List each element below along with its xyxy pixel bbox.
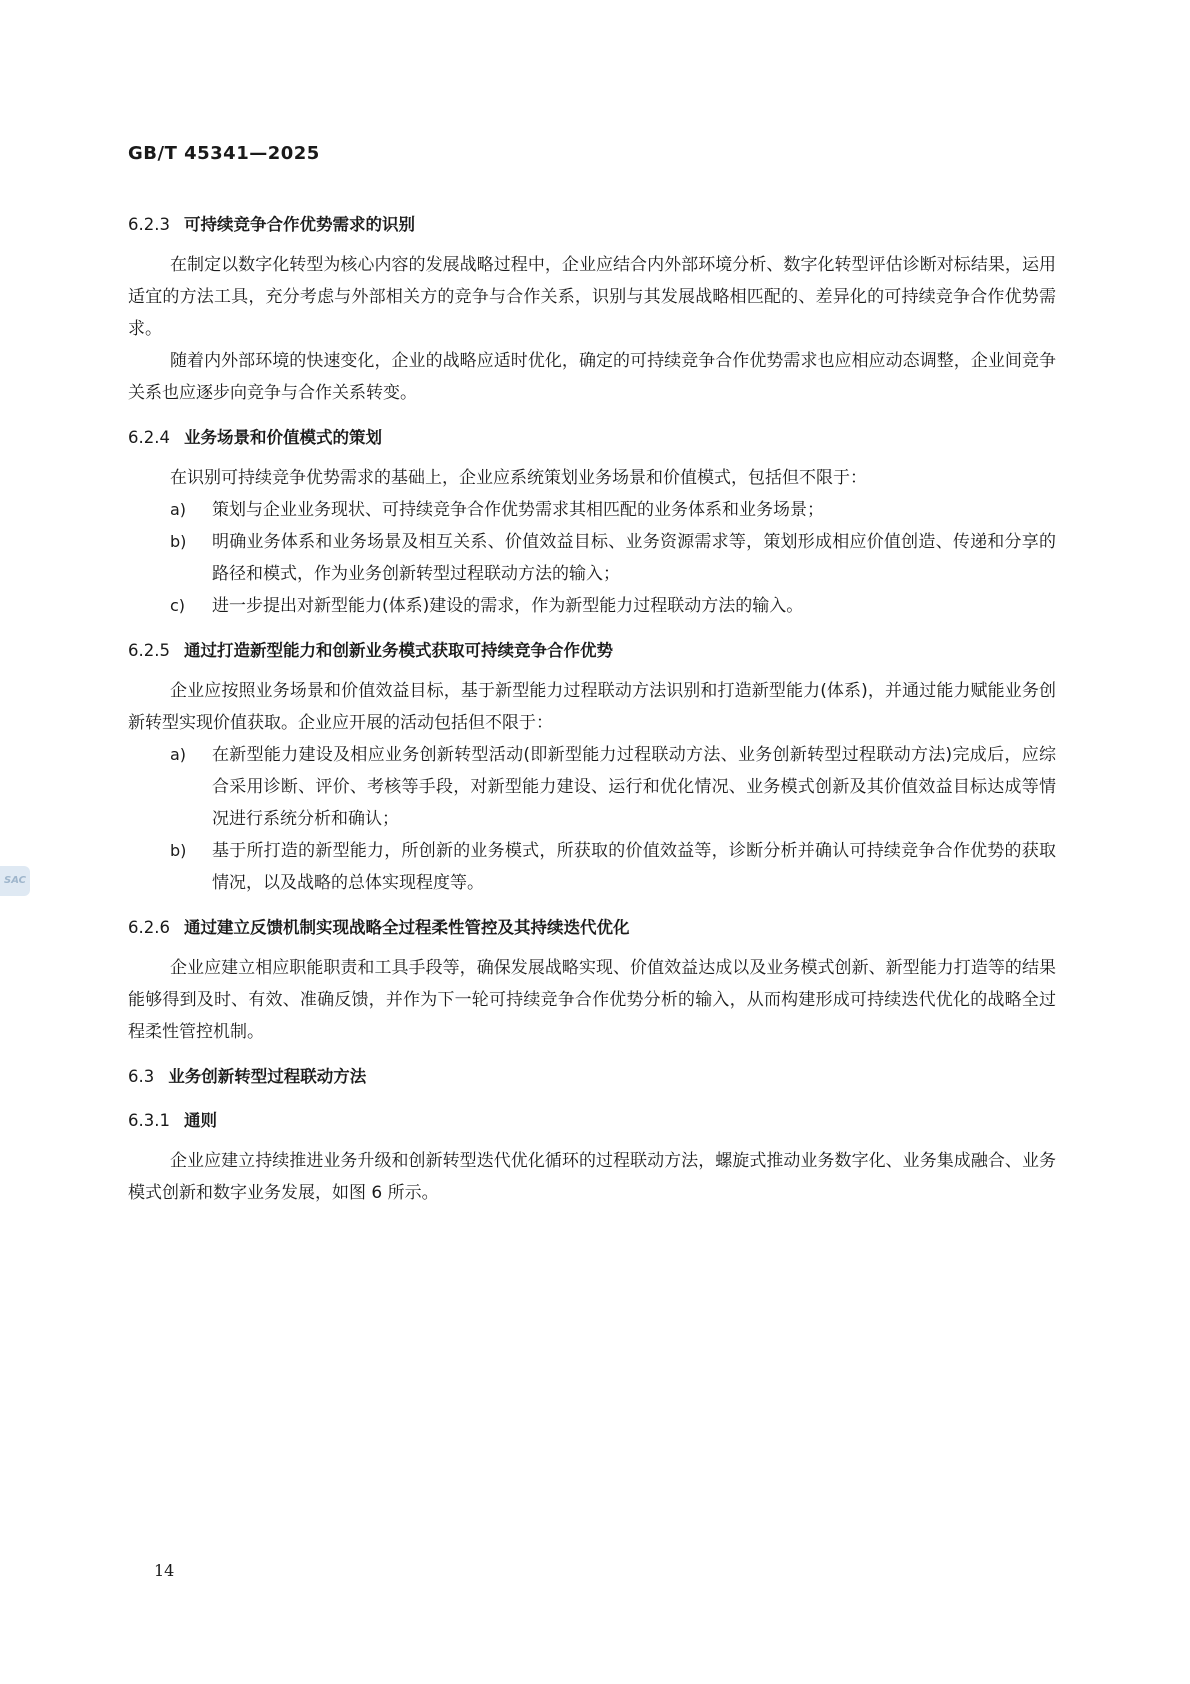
section-title: 通过建立反馈机制实现战略全过程柔性管控及其持续迭代优化 [183, 918, 630, 937]
section-title: 通则 [183, 1111, 217, 1130]
sac-watermark-logo: SAC [0, 866, 30, 896]
list-marker: b) [170, 532, 187, 551]
page-number: 14 [154, 1561, 175, 1580]
section-number: 6.2.5 [128, 641, 170, 660]
paragraph: 随着内外部环境的快速变化，企业的战略应适时优化，确定的可持续竞争合作优势需求也应相应动态调整，企业间竞争关系也应逐步向竞争与合作关系转变。 [128, 351, 1056, 403]
section-heading-6-2-4 [128, 423, 1056, 453]
section-number: 6.3 [128, 1067, 155, 1086]
list-marker: b) [170, 841, 187, 860]
section-number: 6.2.6 [128, 918, 170, 937]
section-title: 业务创新转型过程联动方法 [168, 1067, 367, 1086]
list-item [128, 590, 1056, 622]
section-heading-6-2-3 [128, 210, 1056, 240]
section-heading-6-2-5 [128, 636, 1056, 666]
standard-code: GB/T 45341—2025 [128, 143, 320, 164]
paragraph: 企业应建立相应职能职责和工具手段等，确保发展战略实现、价值效益达成以及业务模式创新、新型能力打造等的结果能够得到及时、有效、准确反馈，并作为下一轮可持续竞争合作优势分析的输入，从而构建形成可持续迭代优化的战略全过程柔性管控机制。 [128, 958, 1056, 1042]
list-item [128, 494, 1056, 526]
list-item-text: 策划与企业业务现状、可持续竞争合作优势需求其相匹配的业务体系和业务场景； [212, 500, 824, 520]
list-item-text: 基于所打造的新型能力，所创新的业务模式，所获取的价值效益等，诊断分析并确认可持续竞争合作优势的获取情况，以及战略的总体实现程度等。 [212, 841, 1056, 893]
section-heading-6-3 [128, 1062, 1056, 1092]
section-title: 业务场景和价值模式的策划 [183, 428, 382, 447]
paragraph: 在制定以数字化转型为核心内容的发展战略过程中，企业应结合内外部环境分析、数字化转型评估诊断对标结果，运用适宜的方法工具，充分考虑与外部相关方的竞争与合作关系，识别与其发展战略相匹配的、差异化的可持续竞争合作优势需求。 [128, 255, 1056, 339]
list-marker: a) [170, 745, 187, 764]
section-title: 通过打造新型能力和创新业务模式获取可持续竞争合作优势 [183, 641, 613, 660]
list-item-text: 在新型能力建设及相应业务创新转型活动(即新型能力过程联动方法、业务创新转型过程联动方法)完成后，应综合采用诊断、评价、考核等手段，对新型能力建设、运行和优化情况、业务模式创新及其价值效益目标达成等情况进行系统分析和确认； [212, 745, 1056, 829]
paragraph: 在识别可持续竞争优势需求的基础上，企业应系统策划业务场景和价值模式，包括但不限于： [170, 468, 867, 488]
section-title: 可持续竞争合作优势需求的识别 [183, 215, 415, 234]
list-item [128, 526, 1056, 590]
list-item [128, 835, 1056, 899]
list-item [128, 739, 1056, 835]
section-number: 6.2.3 [128, 215, 170, 234]
list-marker: a) [170, 500, 187, 519]
section-heading-6-3-1 [128, 1106, 1056, 1136]
section-heading-6-2-6 [128, 913, 1056, 943]
section-number: 6.3.1 [128, 1111, 170, 1130]
list-item-text: 进一步提出对新型能力(体系)建设的需求，作为新型能力过程联动方法的输入。 [212, 596, 804, 616]
list-marker: c) [170, 596, 186, 615]
section-number: 6.2.4 [128, 428, 170, 447]
list-item-text: 明确业务体系和业务场景及相互关系、价值效益目标、业务资源需求等，策划形成相应价值创造、传递和分享的路径和模式，作为业务创新转型过程联动方法的输入； [212, 532, 1056, 584]
paragraph: 企业应建立持续推进业务升级和创新转型迭代优化循环的过程联动方法，螺旋式推动业务数字化、业务集成融合、业务模式创新和数字业务发展，如图 6 所示。 [128, 1151, 1056, 1203]
page-content [128, 210, 1056, 1209]
paragraph: 企业应按照业务场景和价值效益目标，基于新型能力过程联动方法识别和打造新型能力(体系)，并通过能力赋能业务创新转型实现价值获取。企业应开展的活动包括但不限于： [128, 681, 1056, 733]
